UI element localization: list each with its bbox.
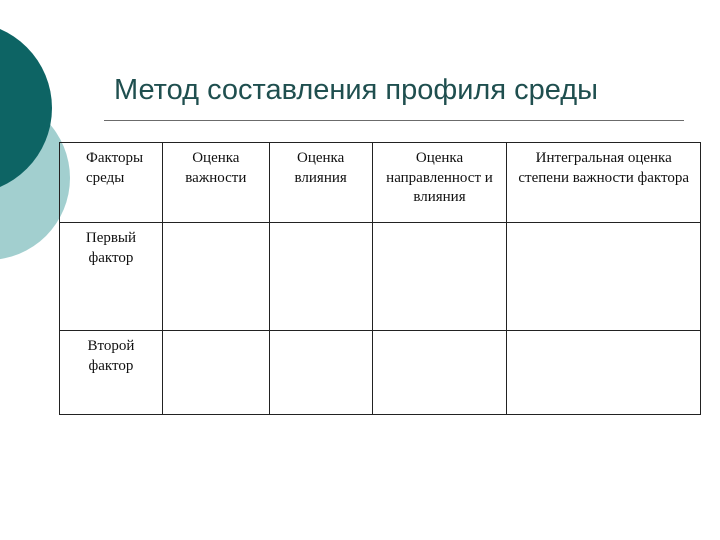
table-cell: [507, 331, 701, 415]
table-cell: [162, 223, 269, 331]
slide-title: Метод составления профиля среды: [114, 74, 598, 106]
header-cell-factors: Факторы среды: [60, 143, 163, 223]
table-cell: [269, 331, 372, 415]
table-cell: [162, 331, 269, 415]
header-cell-importance: Оценка важности: [162, 143, 269, 223]
factor-cell-second: Второй фактор: [60, 331, 163, 415]
header-cell-influence: Оценка влияния: [269, 143, 372, 223]
header-cell-integral: Интегральная оценка степени важности фактора: [507, 143, 701, 223]
environment-profile-table: [59, 142, 701, 415]
factor-cell-first: Первый фактор: [60, 223, 163, 331]
table-header-row: [60, 143, 701, 223]
title-divider: [104, 120, 684, 121]
table-cell: [372, 331, 507, 415]
table-cell: [269, 223, 372, 331]
table-cell: [507, 223, 701, 331]
table-row: [60, 223, 701, 331]
header-cell-direction: Оценка направленност и влияния: [372, 143, 507, 223]
table-cell: [372, 223, 507, 331]
table-row: [60, 331, 701, 415]
